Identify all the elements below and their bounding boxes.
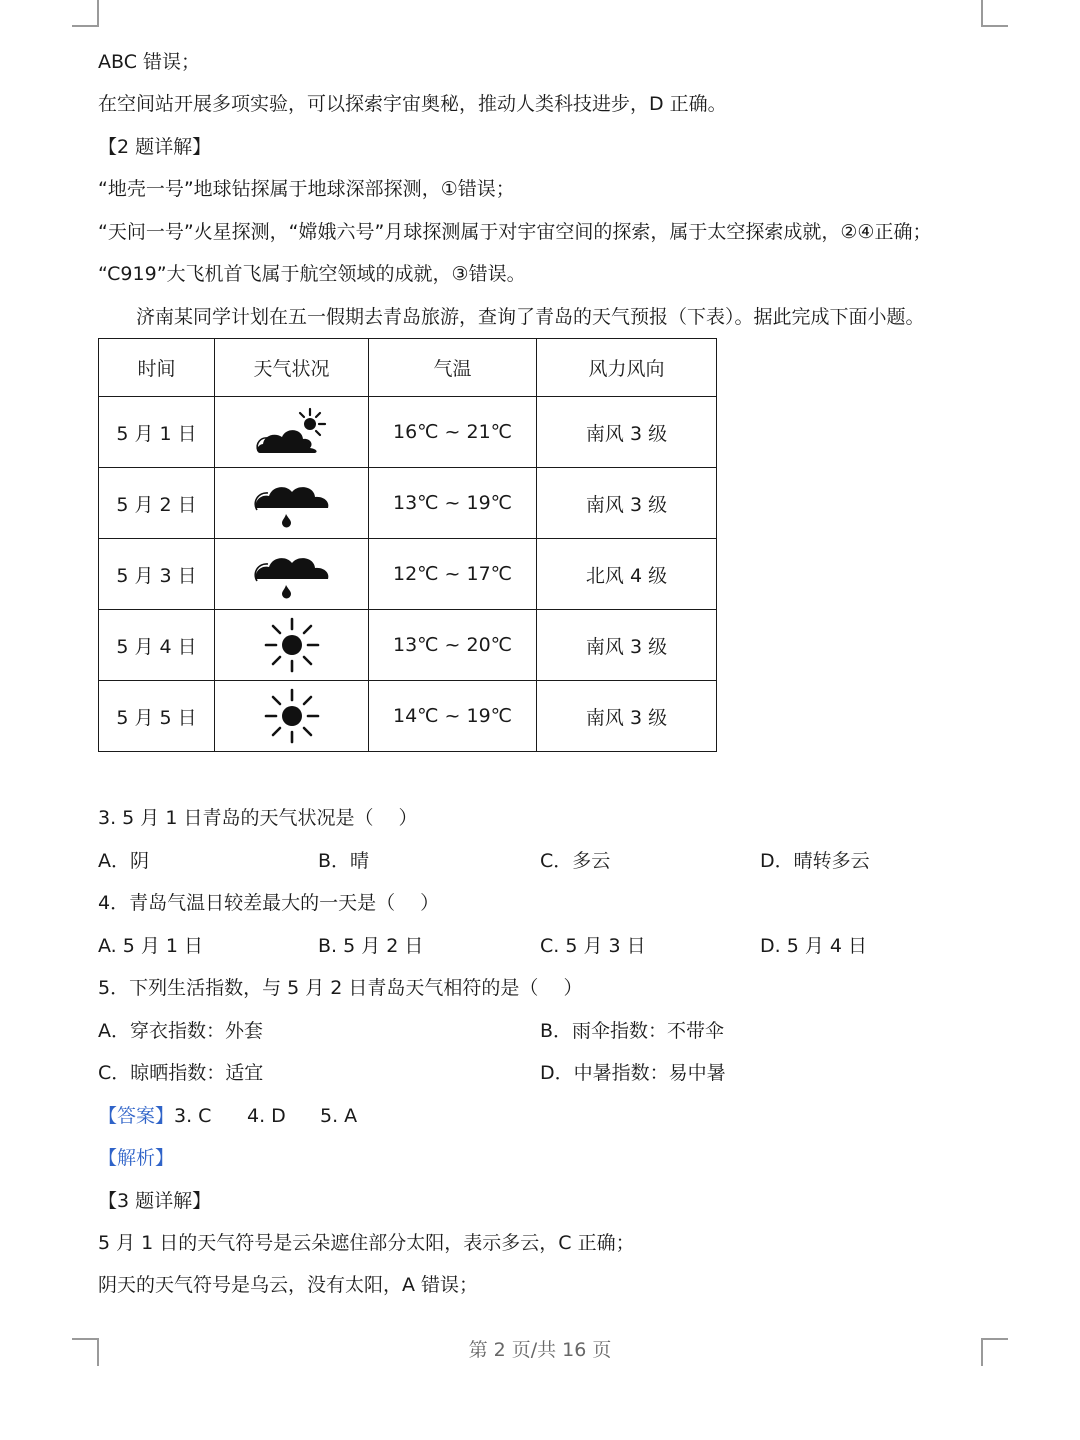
- option: B．晴: [318, 850, 370, 872]
- table-row: [99, 610, 717, 681]
- row-date: 5 月 4 日: [99, 610, 215, 681]
- question-stem: 5．下列生活指数，与 5 月 2 日青岛天气相符的是（ ）: [98, 977, 583, 999]
- row-temp: 14℃ ~ 19℃: [369, 681, 537, 752]
- row-temp: 13℃ ~ 20℃: [369, 610, 537, 681]
- table-row: [99, 468, 717, 539]
- analysis-label: 【解析】: [98, 1147, 175, 1169]
- row-wind: 南风 3 级: [537, 681, 717, 752]
- crop-mark-top-left-v: [97, 0, 99, 26]
- answer-item: 5. A: [320, 1105, 358, 1127]
- section-heading: 【2 题详解】: [98, 136, 212, 158]
- option: A. 5 月 1 日: [98, 935, 204, 957]
- header-date: 时间: [99, 339, 215, 397]
- crop-mark-top-left-h: [72, 25, 99, 27]
- page-number: 第 2 页/共 16 页: [468, 1339, 612, 1361]
- option: A．阴: [98, 850, 149, 872]
- crop-mark-top-right-h: [981, 25, 1008, 27]
- header-temp: 气温: [369, 339, 537, 397]
- header-weather: 天气状况: [215, 339, 369, 397]
- row-wind: 南风 3 级: [537, 397, 717, 468]
- option: C．晾晒指数：适宜: [98, 1062, 264, 1084]
- weather-cell: [215, 468, 369, 539]
- table-row: [99, 539, 717, 610]
- section-heading: 【3 题详解】: [98, 1190, 212, 1212]
- paragraph: 在空间站开展多项实验，可以探索宇宙奥秘，推动人类科技进步，D 正确。: [98, 93, 727, 115]
- table-row: [99, 681, 717, 752]
- table-row: [99, 397, 717, 468]
- paragraph: “C919”大飞机首飞属于航空领域的成就，③错误。: [98, 263, 526, 285]
- option: D．晴转多云: [760, 850, 870, 872]
- weather-cell: [215, 610, 369, 681]
- weather-cell: [215, 539, 369, 610]
- row-temp: 12℃ ~ 17℃: [369, 539, 537, 610]
- table-header-row: [99, 339, 717, 397]
- row-date: 5 月 3 日: [99, 539, 215, 610]
- option: C. 5 月 3 日: [540, 935, 646, 957]
- rain-icon: [252, 549, 332, 599]
- row-date: 5 月 1 日: [99, 397, 215, 468]
- paragraph: 阴天的天气符号是乌云，没有太阳，A 错误；: [98, 1274, 479, 1296]
- sun-icon: [262, 617, 322, 673]
- weather-cell: [215, 681, 369, 752]
- partly-cloudy-icon: [252, 407, 332, 457]
- option: B．雨伞指数：不带伞: [540, 1020, 725, 1042]
- question-stem: 3. 5 月 1 日青岛的天气状况是（ ）: [98, 807, 418, 829]
- paragraph: ABC 错误；: [98, 51, 201, 73]
- option: B. 5 月 2 日: [318, 935, 424, 957]
- weather-cell: [215, 397, 369, 468]
- paragraph: 5 月 1 日的天气符号是云朵遮住部分太阳，表示多云，C 正确；: [98, 1232, 635, 1254]
- answer-item: 4. D: [247, 1105, 286, 1127]
- option: C．多云: [540, 850, 611, 872]
- option: D. 5 月 4 日: [760, 935, 868, 957]
- answer-label: 【答案】: [98, 1105, 175, 1127]
- row-temp: 13℃ ~ 19℃: [369, 468, 537, 539]
- paragraph-intro: 济南某同学计划在五一假期去青岛旅游，查询了青岛的天气预报（下表）。据此完成下面小题。: [136, 306, 925, 328]
- crop-mark-top-right-v: [981, 0, 983, 26]
- row-date: 5 月 2 日: [99, 468, 215, 539]
- row-wind: 南风 3 级: [537, 610, 717, 681]
- header-wind: 风力风向: [537, 339, 717, 397]
- answer-item: 3. C: [174, 1105, 212, 1127]
- weather-forecast-table: [98, 338, 717, 752]
- rain-icon: [252, 478, 332, 528]
- question-stem: 4．青岛气温日较差最大的一天是（ ）: [98, 892, 440, 914]
- option: D．中暑指数：易中暑: [540, 1062, 726, 1084]
- row-date: 5 月 5 日: [99, 681, 215, 752]
- sun-icon: [262, 688, 322, 744]
- row-temp: 16℃ ~ 21℃: [369, 397, 537, 468]
- row-wind: 北风 4 级: [537, 539, 717, 610]
- paragraph: “地壳一号”地球钻探属于地球深部探测，①错误；: [98, 178, 515, 200]
- option: A．穿衣指数：外套: [98, 1020, 263, 1042]
- row-wind: 南风 3 级: [537, 468, 717, 539]
- paragraph: “天问一号”火星探测，“嫦娥六号”月球探测属于对宇宙空间的探索，属于太空探索成就，②④正确；: [98, 221, 932, 243]
